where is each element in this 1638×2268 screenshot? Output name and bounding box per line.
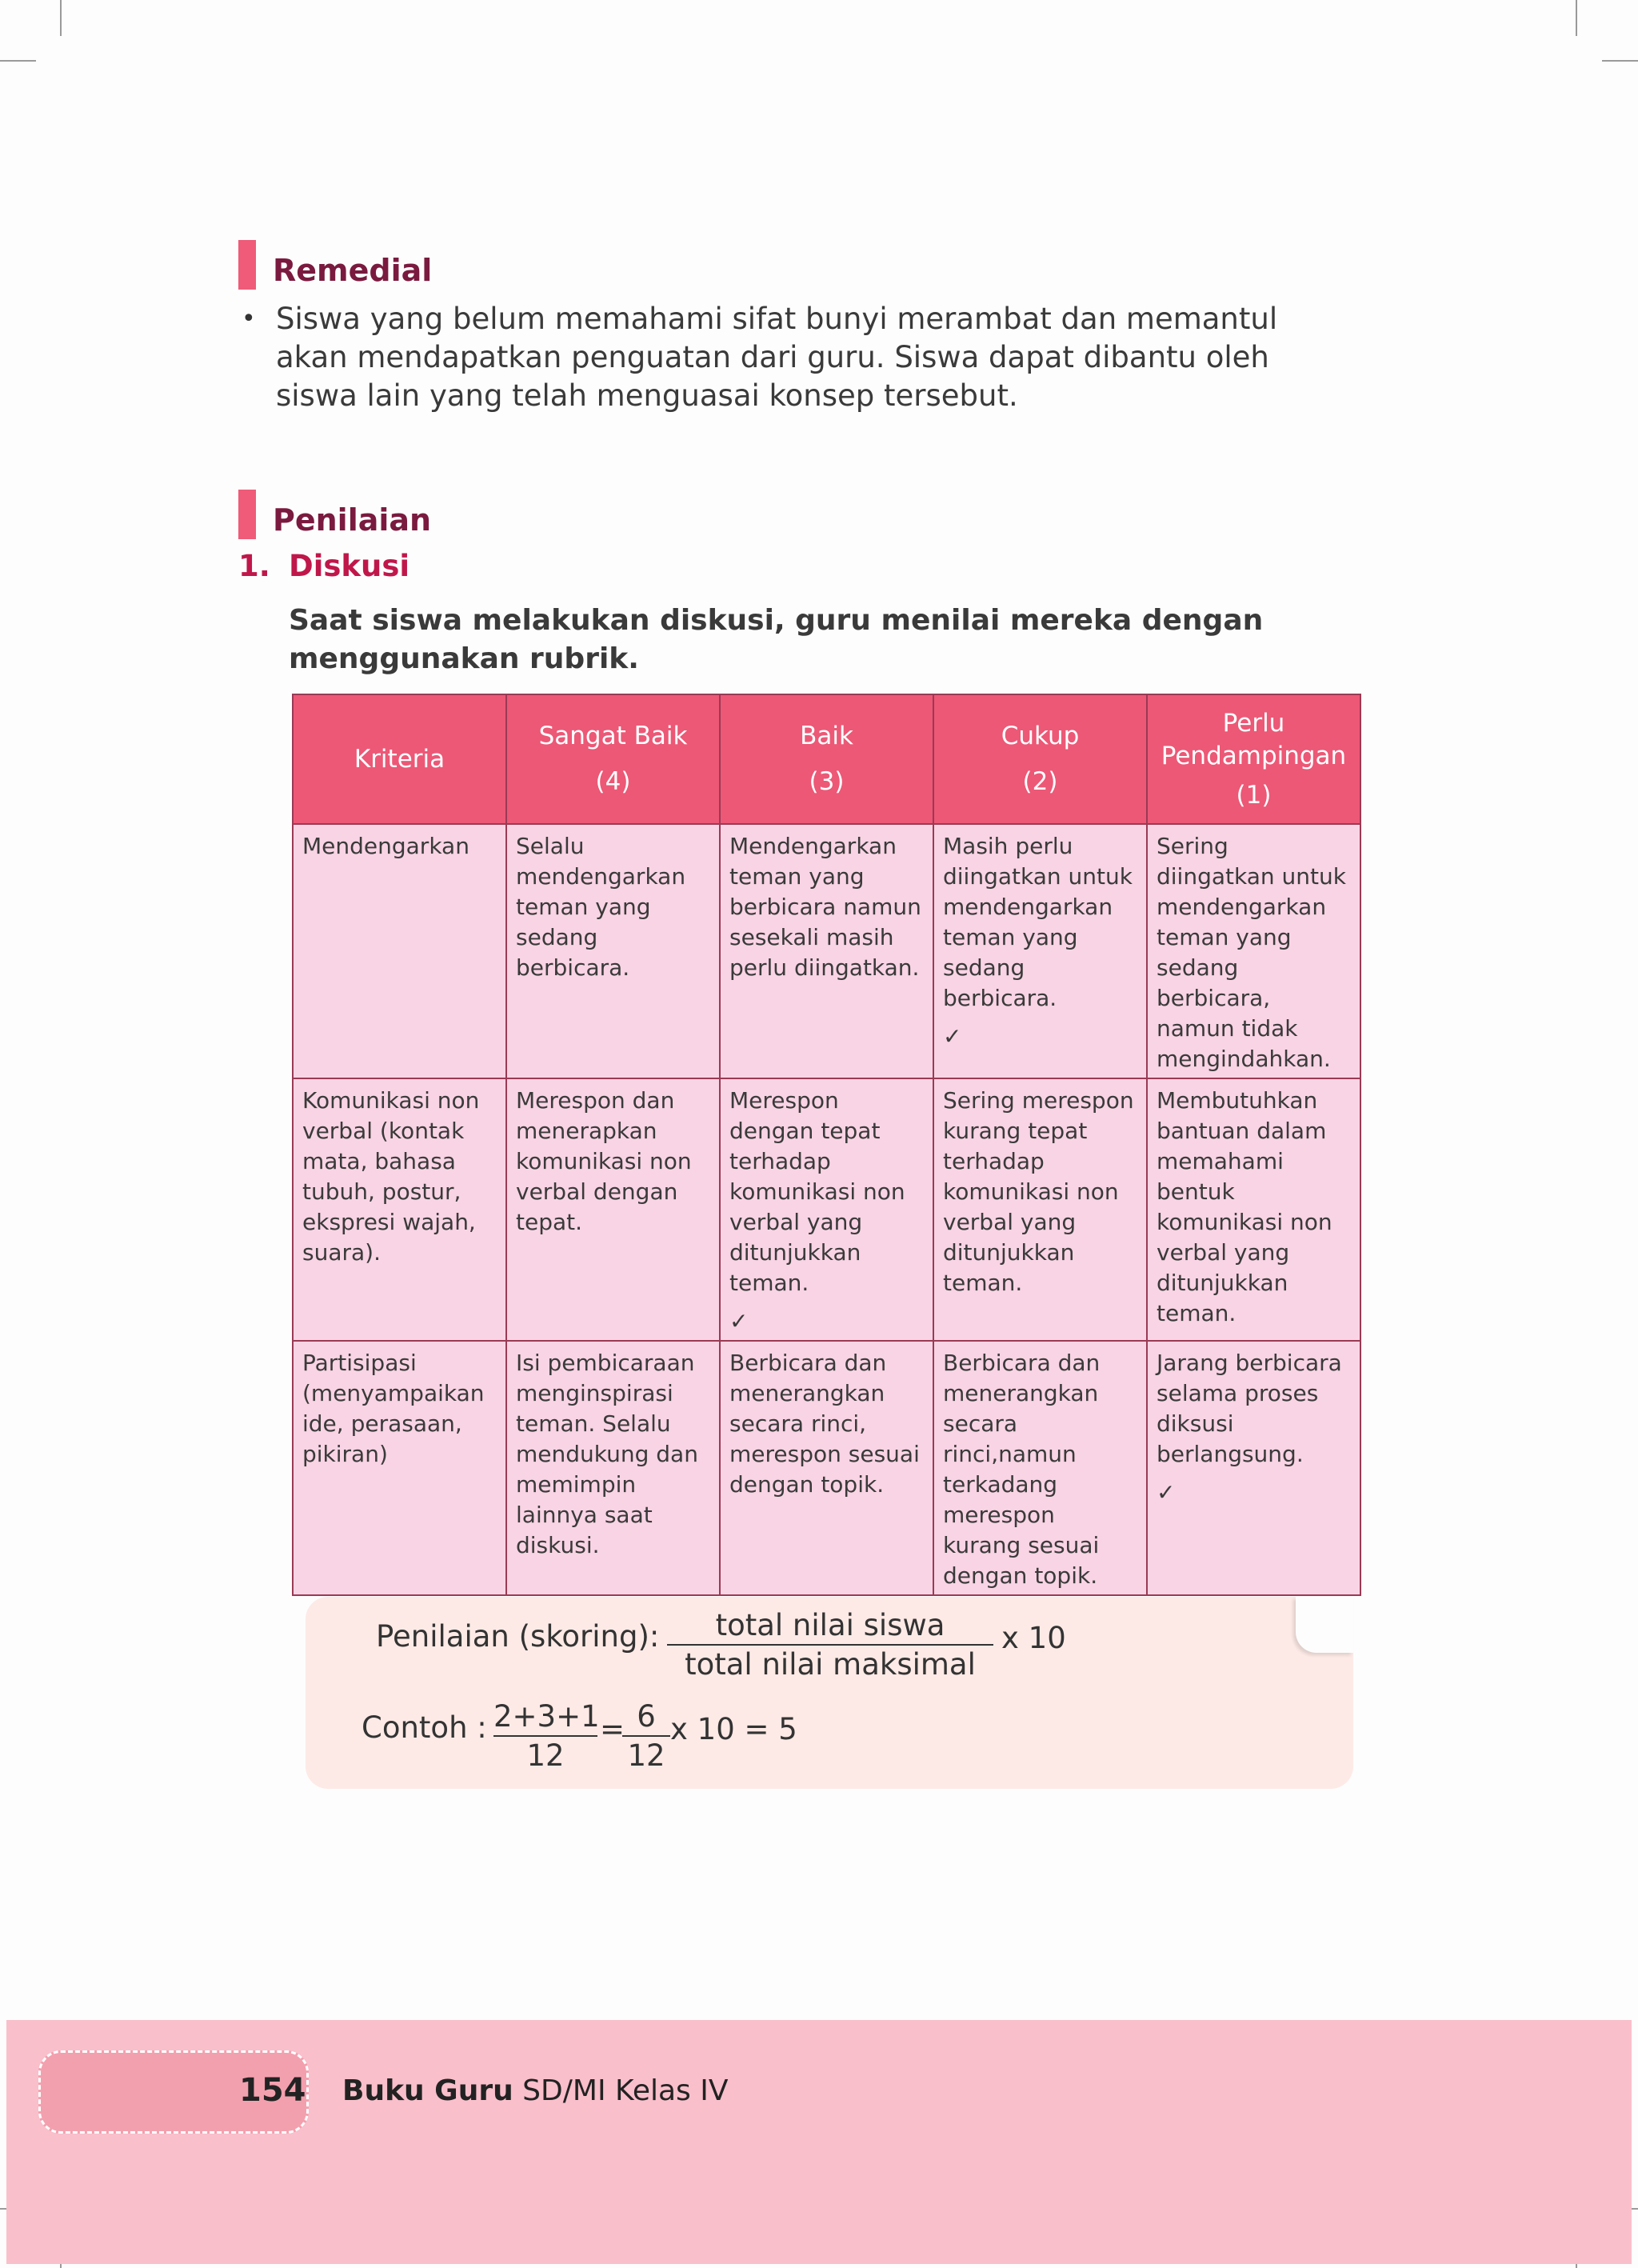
rubric-cell-text: Isi pembicaraan menginspirasi teman. Selalu mendukung dan memimpin lainnya saat diskusi.: [516, 1350, 698, 1558]
header-sangat-baik: Sangat Baik (4): [506, 694, 720, 824]
fraction-denominator: total nilai maksimal: [685, 1647, 976, 1682]
rubric-cell: [1147, 1078, 1360, 1341]
rubric-cell-text: Merespon dan menerapkan komunikasi non verbal dengan tepat.: [516, 1087, 692, 1235]
heading-accent-bar: [238, 240, 256, 290]
check-mark-icon: ✓: [1157, 1479, 1176, 1506]
header-baik: Baik (3): [720, 694, 933, 824]
scoring-multiplier: x 10: [1001, 1621, 1066, 1655]
rubric-cell-text: Sering merespon kurang tepat terhadap komunikasi non verbal yang ditunjukkan teman.: [943, 1087, 1134, 1296]
crop-mark: [1576, 0, 1577, 36]
example-result: x 10 = 5: [670, 1712, 797, 1746]
rubric-cell: [720, 1078, 933, 1341]
heading-accent-bar: [238, 490, 256, 539]
example-equals: =: [600, 1712, 625, 1746]
rubric-table: [292, 694, 1361, 1596]
rubric-cell-text: Berbicara dan menerangkan secara rinci,namun terkadang merespon kurang sesuai dengan topik.: [943, 1350, 1101, 1589]
example-label: Contoh :: [362, 1710, 487, 1745]
check-mark-icon: ✓: [729, 1308, 749, 1334]
crop-mark: [1602, 60, 1638, 62]
rubric-cell-text: Merespon dengan tepat terhadap komunikasi non verbal yang ditunjukkan teman.: [729, 1087, 905, 1296]
item-number: 1.: [238, 549, 270, 583]
remedial-text: Siswa yang belum memahami sifat bunyi merambat dan memantul akan mendapatkan penguatan dari guru. Siswa dapat dibantu oleh siswa lain yang telah menguasai konsep tersebut.: [276, 302, 1278, 413]
rubric-cell: [506, 1078, 720, 1341]
rubric-cell-text: Jarang berbicara selama proses diksusi berlangsung.: [1157, 1350, 1342, 1467]
rubric-criteria-cell: Partisipasi (menyampaikan ide, perasaan, pikiran): [293, 1341, 506, 1595]
item-title: Diskusi: [289, 549, 410, 583]
header-kriteria: Kriteria: [293, 694, 506, 824]
rubric-header-row: [293, 694, 1360, 824]
rubric-cell: [506, 1341, 720, 1595]
header-cukup: Cukup (2): [933, 694, 1147, 824]
rubric-cell-text: Masih perlu diingatkan untuk mendengarkan teman yang sedang berbicara.: [943, 833, 1133, 1011]
book-title: Buku Guru SD/MI Kelas IV: [342, 2074, 729, 2107]
rubric-cell: [720, 824, 933, 1078]
rubric-row: [293, 824, 1360, 1078]
rubric-cell-text: Sering diingatkan untuk mendengarkan teman yang sedang berbicara, namun tidak mengindahkan.: [1157, 833, 1346, 1072]
penilaian-heading-label: Penilaian: [273, 502, 432, 538]
check-mark-icon: ✓: [943, 1023, 962, 1050]
scoring-label: Penilaian (skoring):: [376, 1619, 660, 1654]
crop-mark: [0, 60, 36, 62]
rubric-cell-text: Membutuhkan bantuan dalam memahami bentuk komunikasi non verbal yang ditunjukkan teman.: [1157, 1087, 1332, 1326]
rubric-criteria-cell: Mendengarkan: [293, 824, 506, 1078]
rubric-cell: [506, 824, 720, 1078]
rubric-cell: [933, 824, 1147, 1078]
rubric-cell-text: Selalu mendengarkan teman yang sedang berbicara.: [516, 833, 686, 981]
scoring-fraction: [667, 1608, 993, 1682]
page-curl-corner: [1296, 1597, 1353, 1653]
rubric-cell: [933, 1078, 1147, 1341]
rubric-cell: [720, 1341, 933, 1595]
rubric-criteria-cell: Komunikasi non verbal (kontak mata, bahasa tubuh, postur, ekspresi wajah, suara).: [293, 1078, 506, 1341]
rubric-cell-text: Berbicara dan menerangkan secara rinci, merespon sesuai dengan topik.: [729, 1350, 920, 1498]
example-fraction-1: $\frac{2+3+1}{12}$: [493, 1699, 600, 1773]
rubric-cell: [1147, 1341, 1360, 1595]
diskusi-intro: Saat siswa melakukan diskusi, guru menilai mereka dengan menggunakan rubrik.: [289, 604, 1264, 675]
page-number: 154: [239, 2072, 306, 2109]
header-perlu-pendampingan: Perlu Pendampingan (1): [1147, 694, 1360, 824]
fraction-numerator: total nilai siswa: [667, 1608, 993, 1646]
bullet-dot: •: [242, 305, 256, 333]
rubric-row: [293, 1078, 1360, 1341]
rubric-row: [293, 1341, 1360, 1595]
diskusi-item: [238, 549, 410, 583]
rubric-cell: [1147, 824, 1360, 1078]
rubric-cell: [933, 1341, 1147, 1595]
example-fraction-2: $\frac{6}{12}$: [622, 1699, 670, 1773]
rubric-cell-text: Mendengarkan teman yang berbicara namun sesekali masih perlu diingatkan.: [729, 833, 921, 981]
crop-mark: [60, 0, 62, 36]
remedial-heading-label: Remedial: [273, 253, 433, 288]
